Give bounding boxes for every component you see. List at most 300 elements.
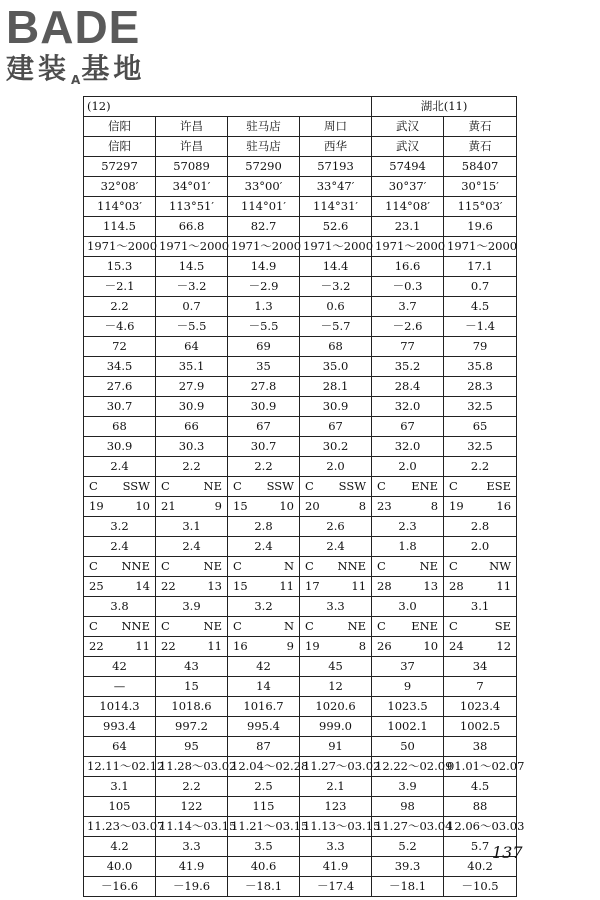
table-cell [300,637,372,657]
table-cell: 30.9 [156,397,228,417]
table-row [84,137,517,157]
table-cell: 11.14～03.15 [156,817,228,837]
table-cell: 995.4 [228,717,300,737]
paired-value-right: 10 [135,499,150,513]
table-cell [228,497,300,517]
paired-value [375,637,440,656]
paired-value-left: 19 [449,499,464,513]
table-cell: 67 [300,417,372,437]
paired-value-right: 10 [423,639,439,653]
table-cell: 28.1 [300,377,372,397]
paired-value [303,637,368,656]
logo-subtitle-left: 建装 [6,52,71,85]
paired-value-right: 9 [286,639,294,653]
table-cell: 33°47′ [300,177,372,197]
table-cell: －10.5 [444,877,517,897]
table-cell [444,617,517,637]
table-cell: 88 [444,797,517,817]
paired-value-left: C [89,619,98,633]
table-cell: 997.2 [156,717,228,737]
table-cell: 115 [228,797,300,817]
table-cell: 64 [156,337,228,357]
table-cell: 黄石 [444,117,517,137]
paired-value [87,617,152,636]
paired-value-right: NE [419,559,439,573]
logo-subtitle-sub: A [71,73,81,87]
table-cell [444,497,517,517]
table-cell: 34 [444,657,517,677]
table-cell: 信阳 [84,117,156,137]
table-cell: 52.6 [300,217,372,237]
section-caption-right: 湖北(11) [372,97,517,117]
paired-value [87,577,152,596]
paired-value-left: 25 [89,579,104,593]
table-row [84,577,517,597]
table-row [84,677,517,697]
paired-value-left: 19 [305,639,320,653]
paired-value-right: 14 [135,579,150,593]
paired-value [375,477,440,496]
table-cell: 32.5 [444,397,517,417]
table-cell: 35.1 [156,357,228,377]
table-cell: 113°51′ [156,197,228,217]
table-cell [84,577,156,597]
table-cell: 11.23～03.07 [84,817,156,837]
table-cell: 2.6 [300,517,372,537]
table-row [84,657,517,677]
table-cell: 3.2 [228,597,300,617]
paired-value [303,557,368,576]
table-cell: 28.4 [372,377,444,397]
paired-value-left: 15 [233,499,248,513]
paired-value-right: 8 [358,639,367,653]
table-cell: 68 [300,337,372,357]
paired-value-right: N [283,619,294,633]
table-cell: 3.5 [228,837,300,857]
table-cell [228,477,300,497]
table-cell: 35 [228,357,300,377]
table-cell: 2.2 [84,297,156,317]
paired-value-right: 11 [351,579,367,593]
table-cell: 30.7 [84,397,156,417]
table-cell: 3.2 [84,517,156,537]
table-cell [228,637,300,657]
table-cell: 2.0 [372,457,444,477]
table-cell: 57494 [372,157,444,177]
paired-value-left: C [377,479,386,493]
table-cell: 66.8 [156,217,228,237]
table-cell: 122 [156,797,228,817]
table-cell: 14.4 [300,257,372,277]
table-cell: 30.9 [228,397,300,417]
table-cell: 5.7 [444,837,517,857]
table-cell [84,557,156,577]
table-cell: 1971～2000 [372,237,444,257]
table-cell: －18.1 [372,877,444,897]
paired-value-left: 21 [161,499,176,513]
paired-value [303,477,368,496]
table-cell [156,477,228,497]
table-cell: 57297 [84,157,156,177]
table-cell [156,497,228,517]
table-cell: 65 [444,417,517,437]
table-row [84,357,517,377]
table-cell: 1016.7 [228,697,300,717]
table-cell: 40.0 [84,857,156,877]
table-cell: －1.4 [444,317,517,337]
table-row [84,337,517,357]
paired-value-left: C [305,479,314,493]
table-cell: 27.9 [156,377,228,397]
table-cell: 35.8 [444,357,517,377]
table-row [84,217,517,237]
paired-value-left: 19 [89,499,104,513]
table-cell: 许昌 [156,117,228,137]
table-cell: －5.5 [156,317,228,337]
table-cell [372,637,444,657]
table-cell: －5.7 [300,317,372,337]
paired-value-right: NW [489,559,512,573]
paired-value [159,497,224,516]
table-cell: 3.8 [84,597,156,617]
table-cell: 17.1 [444,257,517,277]
climate-data-table [83,96,525,897]
table-cell: 123 [300,797,372,817]
table-cell: 999.0 [300,717,372,737]
table-cell: 14.5 [156,257,228,277]
table-cell: 12.04～02.28 [228,757,300,777]
table-cell: 42 [228,657,300,677]
bade-logo [6,1,176,94]
paired-value-right: ESE [486,479,512,493]
table-row [84,537,517,557]
table-cell: 12.06～03.03 [444,817,517,837]
table-cell: 2.0 [300,457,372,477]
table-cell: 87 [228,737,300,757]
table-cell: 30.9 [300,397,372,417]
table-cell: 2.2 [228,457,300,477]
table-row [84,317,517,337]
paired-value-left: 22 [89,639,104,653]
paired-value-left: C [233,619,242,633]
table-cell [156,617,228,637]
paired-value [375,497,440,516]
table-cell [372,497,444,517]
table-cell: 98 [372,797,444,817]
table-cell: 1002.5 [444,717,517,737]
paired-value [159,477,224,496]
table-cell: 34.5 [84,357,156,377]
table-cell: 0.7 [156,297,228,317]
table-cell: 15 [156,677,228,697]
table-cell: 23.1 [372,217,444,237]
table-cell: 114°03′ [84,197,156,217]
table-cell: 67 [228,417,300,437]
table-cell [300,557,372,577]
table-cell: 2.8 [228,517,300,537]
paired-value [447,617,513,636]
table-cell: 驻马店 [228,137,300,157]
table-cell [444,477,517,497]
table-cell: －4.6 [84,317,156,337]
paired-value [447,497,513,516]
table-cell: 67 [372,417,444,437]
paired-value-left: 28 [377,579,392,593]
table-cell: 黄石 [444,137,517,157]
table-cell: 2.3 [372,517,444,537]
paired-value-left: C [161,619,170,633]
table-cell: 3.1 [84,777,156,797]
table-row [84,737,517,757]
paired-value-left: C [377,619,386,633]
table-cell: 5.2 [372,837,444,857]
paired-value-left: 22 [161,579,176,593]
paired-value [87,477,152,496]
paired-value-right: N [283,559,294,573]
table-cell: 11.27～03.04 [372,817,444,837]
paired-value [159,637,224,656]
table-cell [84,617,156,637]
table-row [84,377,517,397]
paired-value-right: NE [203,619,222,633]
table-cell: 信阳 [84,137,156,157]
paired-value [159,617,224,636]
table-cell: 武汉 [372,137,444,157]
paired-value-right: 11 [135,639,150,653]
paired-value-right: SSW [122,479,150,493]
table-cell: 武汉 [372,117,444,137]
table-cell: 1971～2000 [156,237,228,257]
paired-value [87,497,152,516]
paired-value-left: C [449,619,458,633]
table-row [84,757,517,777]
table-cell: 19.6 [444,217,517,237]
table-row [84,177,517,197]
table-cell: 3.3 [156,837,228,857]
paired-value [303,577,368,596]
table-cell [372,557,444,577]
table-cell [372,617,444,637]
table-cell [444,577,517,597]
paired-value-right: SE [494,619,512,633]
table-cell: 2.2 [156,777,228,797]
table-row [84,597,517,617]
paired-value-right: NNE [121,559,150,573]
table-row [84,297,517,317]
table-cell: 38 [444,737,517,757]
table-cell: 1002.1 [372,717,444,737]
table-cell: 66 [156,417,228,437]
table-cell: －3.2 [156,277,228,297]
table-row [84,637,517,657]
table-cell: －2.9 [228,277,300,297]
paired-value-right: 11 [207,639,222,653]
table-cell: 41.9 [300,857,372,877]
table-cell: 34°01′ [156,177,228,197]
table-cell [84,497,156,517]
table-row [84,417,517,437]
table-cell: 14.9 [228,257,300,277]
table-cell: 50 [372,737,444,757]
table-cell: 79 [444,337,517,357]
table-cell: 993.4 [84,717,156,737]
table-cell: 3.7 [372,297,444,317]
table-row [84,877,517,897]
table-cell: 114.5 [84,217,156,237]
paired-value [447,557,513,576]
table-cell [300,497,372,517]
paired-value-right: 10 [279,499,294,513]
paired-value [231,477,296,496]
table-cell: 1.3 [228,297,300,317]
paired-value-right: NE [347,619,367,633]
table-cell: 9 [372,677,444,697]
table-body [84,97,525,897]
table-cell [372,577,444,597]
paired-value [231,497,296,516]
paired-value-right: NNE [121,619,150,633]
paired-value-right: 12 [496,639,512,653]
paired-value-right: NE [203,559,222,573]
logo-subtitle [6,52,176,97]
paired-value [447,477,513,496]
table-cell: 39.3 [372,857,444,877]
paired-value-right: ENE [411,479,439,493]
table-cell: 许昌 [156,137,228,157]
paired-value [231,557,296,576]
paired-value-right: NE [203,479,222,493]
table-cell: 0.7 [444,277,517,297]
table-cell: 2.2 [444,457,517,477]
table-cell [84,637,156,657]
table-cell [300,617,372,637]
paired-value [447,637,513,656]
table-row [84,497,517,517]
table-cell: 11.28～03.02 [156,757,228,777]
paired-value [87,637,152,656]
table-cell [228,557,300,577]
paired-value-left: C [305,559,314,573]
paired-value-right: 11 [279,579,294,593]
table-cell: 114°08′ [372,197,444,217]
paired-value-left: C [89,479,98,493]
table-cell: 2.4 [300,537,372,557]
table-cell: 14 [228,677,300,697]
table-cell: 3.0 [372,597,444,617]
logo-subtitle-right: 基地 [81,52,146,85]
table-cell: 1020.6 [300,697,372,717]
paired-value-right: 11 [496,579,512,593]
table-cell: 3.3 [300,837,372,857]
table-cell: 43 [156,657,228,677]
table-cell: 3.1 [444,597,517,617]
table-cell: 4.5 [444,297,517,317]
paired-value [159,557,224,576]
table-cell: 0.6 [300,297,372,317]
table-row [84,697,517,717]
paired-value-left: 24 [449,639,464,653]
paired-value-right: ENE [411,619,439,633]
paired-value-right: 8 [430,499,439,513]
table-cell: 35.0 [300,357,372,377]
paired-value-left: 28 [449,579,464,593]
table-row [84,437,517,457]
table-cell: 2.8 [444,517,517,537]
paired-value [159,577,224,596]
table-cell: 27.8 [228,377,300,397]
table-cell: 28.3 [444,377,517,397]
table-cell: 32.0 [372,397,444,417]
table-cell: －17.4 [300,877,372,897]
table-cell: 30.2 [300,437,372,457]
table-cell: －19.6 [156,877,228,897]
table-cell: 77 [372,337,444,357]
table-row [84,257,517,277]
table-cell: 12 [300,677,372,697]
table-row [84,617,517,637]
table-cell: 30°15′ [444,177,517,197]
table-cell: 32.0 [372,437,444,457]
table-cell: 72 [84,337,156,357]
paired-value-right: 8 [358,499,367,513]
table-cell: 11.21～03.15 [228,817,300,837]
table-cell: 32°08′ [84,177,156,197]
table-cell [84,477,156,497]
table-row [84,277,517,297]
table-cell: 40.6 [228,857,300,877]
table-cell: 2.1 [300,777,372,797]
table-cell: 105 [84,797,156,817]
table-cell: 95 [156,737,228,757]
table-row [84,157,517,177]
table-cell: －3.2 [300,277,372,297]
table-row [84,837,517,857]
table-cell: 41.9 [156,857,228,877]
table-cell [444,637,517,657]
paired-value [303,497,368,516]
table-cell: 3.3 [300,597,372,617]
table-cell: 12.22～02.09 [372,757,444,777]
table-cell: －0.3 [372,277,444,297]
table-row [84,717,517,737]
paired-value [447,577,513,596]
table-row [84,797,517,817]
table-row [84,857,517,877]
table-cell: 30°37′ [372,177,444,197]
table-row [84,517,517,537]
table-cell: 1018.6 [156,697,228,717]
table-cell: 1023.5 [372,697,444,717]
paired-value-left: C [377,559,386,573]
paired-value [375,557,440,576]
table-cell: 1971～2000 [84,237,156,257]
paired-value-right: 13 [423,579,439,593]
table-row [84,237,517,257]
table-cell: 4.2 [84,837,156,857]
paired-value-left: 26 [377,639,392,653]
table-cell: 1971～2000 [228,237,300,257]
table-cell: －16.6 [84,877,156,897]
table-cell: －5.5 [228,317,300,337]
paired-value-left: C [449,479,458,493]
table-cell [156,557,228,577]
table-cell: 64 [84,737,156,757]
table-cell: 2.2 [156,457,228,477]
table-cell: 01.01～02.07 [444,757,517,777]
table-cell [228,577,300,597]
paired-value-left: C [305,619,314,633]
table-cell: 82.7 [228,217,300,237]
